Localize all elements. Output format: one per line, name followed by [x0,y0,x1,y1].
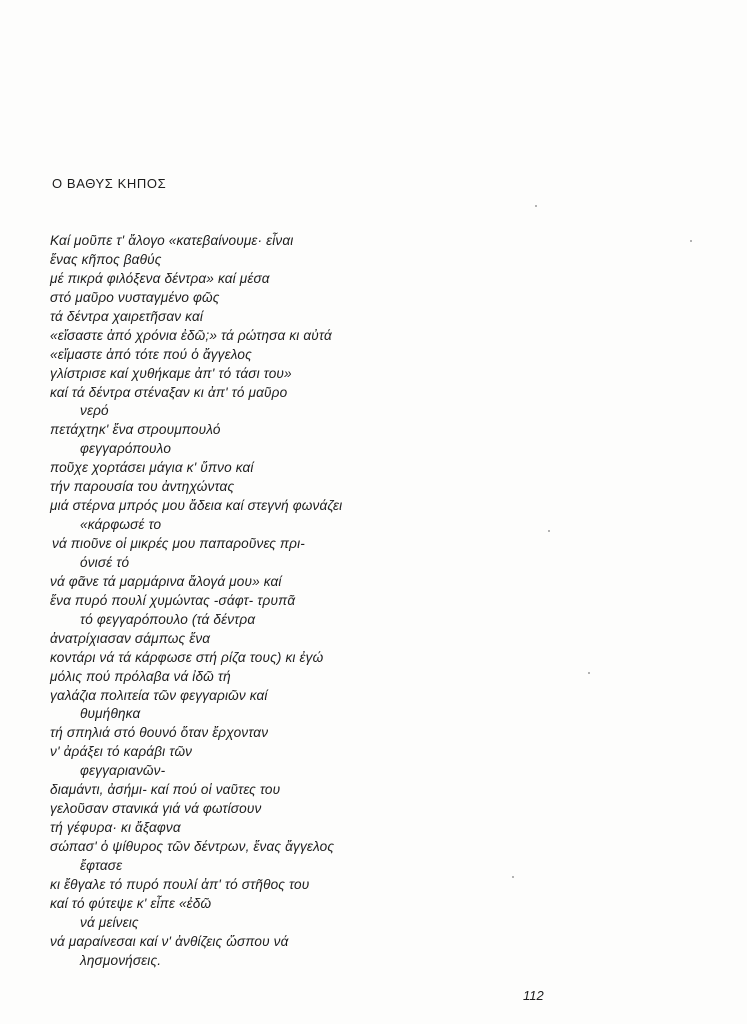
poem-line: γελοῦσαν στανικά γιά νά φωτίσουν [50,801,262,817]
poem-line: μέ πικρά φιλόξενα δέντρα» καί μέσα [50,270,270,286]
poem-line: κι ἔθγαλε τό πυρό πουλί ἀπ' τό στῆθος του [50,876,310,892]
poem-title: Ο ΒΑΘΥΣ ΚΗΠΟΣ [52,176,167,191]
scan-speck [588,672,590,674]
poem-line: θυμήθηκα [80,706,141,722]
poem-line: λησμονήσεις. [80,952,162,968]
poem-line: ἔφτασε [80,857,123,873]
poem-line: «εἴσαστε ἀπό χρόνια ἐδῶ;» τά ρώτησα κι αὐτά [50,327,332,343]
scan-speck [548,530,550,532]
poem-line: «εἴμαστε ἀπό τότε πού ὁ ἄγγελος [50,346,252,362]
poem-line: φεγγαριανῶν- [80,763,166,779]
poem-line: Καί μοῦπε τ' ἄλογο «κατεβαίνουμε· εἶναι [50,233,294,248]
poem-line: διαμάντι, ἀσήμι- καί πού οἱ ναῦτες του [50,782,281,798]
scan-speck [535,205,537,207]
poem-line: φεγγαρόπουλο [80,441,172,457]
poem-line: νά πιοῦνε οἱ μικρές μου παπαροῦνες πρι- [52,536,305,551]
poem-line: μόλις πού πρόλαβα νά ἰδῶ τή [50,668,231,684]
scan-speck [512,876,514,878]
poem-line: μιά στέρνα μπρός μου ἄδεια καί στεγνή φωνάζει [50,498,343,514]
poem-line: ἕνα πυρό πουλί χυμώντας -σάφτ- τρυπᾶ [50,592,296,608]
poem-line: σώπασ' ὁ ψίθυρος τῶν δέντρων, ἕνας ἄγγελος [50,839,335,854]
poem-line: τά δέντρα χαιρετῆσαν καί [50,308,204,324]
poem-line: τήν παρουσία του ἀντηχώντας [50,479,235,495]
poem-line: καί τά δέντρα στέναξαν κι ἀπ' τό μαῦρο [50,384,288,400]
poem-line: νά φᾶνε τά μαρμάρινα ἄλογά μου» καί [50,573,282,589]
poem-line: καί τό φύτεψε κ' εἶπε «ἐδῶ [50,895,212,911]
poem-line: όνισέ τό [80,554,130,570]
poem-line: ποῦχε χορτάσει μάγια κ' ὕπνο καί [50,460,254,476]
page-number: 112 [523,988,544,1003]
poem-line: ν' ἀράξει τό καράβι τῶν [50,744,193,760]
scan-speck [690,240,692,242]
poem-line: γαλάζια πολιτεία τῶν φεγγαριῶν καί [50,687,268,703]
poem-line: νά μείνεις [80,914,139,930]
poem-line: πετάχτηκ' ἕνα στρουμπουλό [50,422,221,438]
poem-line: τό φεγγαρόπουλο (τά δέντρα [80,611,256,627]
poem-line: γλίστρισε καί χυθήκαμε ἀπ' τό τάσι του» [50,365,292,381]
poem-line: ἕνας κῆπος βαθύς [50,251,162,267]
poem-line: νερό [80,403,109,419]
poem-line: τή σπηλιά στό θουνό ὅταν ἔρχονταν [50,725,269,741]
poem-body [50,232,610,971]
poem-line: ἀνατρίχιασαν σάμπως ἕνα [50,630,211,646]
poem-line: νά μαραίνεσαι καί ν' ἀνθίζεις ὥσπου νά [50,933,289,949]
poem-line: κοντάρι νά τά κάρφωσε στή ρίζα τους) κι ἐγώ [50,649,324,665]
poem-line: στό μαῦρο νυσταγμένο φῶς [50,289,220,305]
poem-line: «κάρφωσέ το [80,517,162,533]
poem-line: τή γέφυρα· κι ἄξαφνα [50,820,181,836]
